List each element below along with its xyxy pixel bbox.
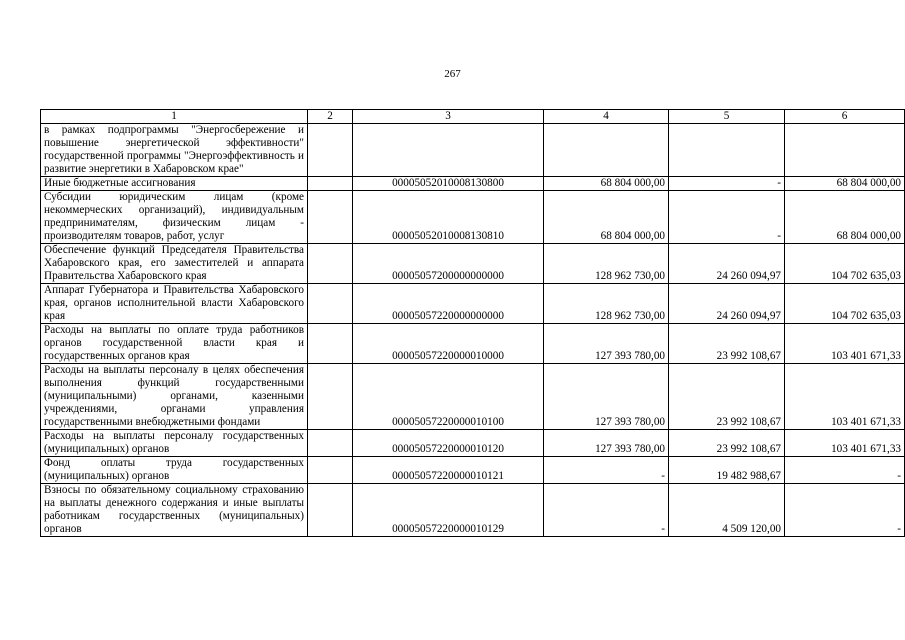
row-code-cell: 00005052010008130810: [353, 191, 544, 244]
row-col2-cell: [308, 364, 353, 430]
row-code-cell: 00005057220000000000: [353, 284, 544, 324]
row-value-col4: -: [544, 484, 669, 537]
header-cell: 1: [41, 110, 308, 124]
row-col2-cell: [308, 124, 353, 177]
row-col2-cell: [308, 457, 353, 484]
row-col2-cell: [308, 191, 353, 244]
row-value-col6: 104 702 635,03: [785, 244, 905, 284]
header-cell: 2: [308, 110, 353, 124]
row-code-cell: 00005052010008130800: [353, 177, 544, 191]
row-value-col4: 128 962 730,00: [544, 244, 669, 284]
row-name-cell: Иные бюджетные ассигнования: [41, 177, 308, 191]
row-value-col6: 68 804 000,00: [785, 191, 905, 244]
row-name-cell: Расходы на выплаты персоналу в целях обеспечения выполнения функций государственными (муниципальными) органами, казенными учреждениями, органами управления государственными внебюджетными фондами: [41, 364, 308, 430]
row-value-col6: 103 401 671,33: [785, 364, 905, 430]
row-value-col5: 24 260 094,97: [669, 284, 785, 324]
budget-table: [40, 109, 905, 537]
row-value-col4: 68 804 000,00: [544, 177, 669, 191]
header-cell: 4: [544, 110, 669, 124]
row-value-col5: 19 482 988,67: [669, 457, 785, 484]
row-code-cell: 00005057220000010129: [353, 484, 544, 537]
table-row: [41, 284, 905, 324]
table-header-row: [41, 110, 905, 124]
table-row: [41, 177, 905, 191]
row-value-col5: 23 992 108,67: [669, 364, 785, 430]
table-row: [41, 124, 905, 177]
row-code-cell: [353, 124, 544, 177]
row-code-cell: 00005057200000000000: [353, 244, 544, 284]
row-name-cell: Обеспечение функций Председателя Правительства Хабаровского края, его заместителей и аппарата Правительства Хабаровского края: [41, 244, 308, 284]
row-value-col5: [669, 124, 785, 177]
row-value-col6: 103 401 671,33: [785, 430, 905, 457]
page-number: 267: [444, 68, 461, 80]
row-name-cell: Расходы на выплаты персоналу государственных (муниципальных) органов: [41, 430, 308, 457]
row-code-cell: 00005057220000010120: [353, 430, 544, 457]
row-value-col5: -: [669, 191, 785, 244]
row-value-col6: [785, 124, 905, 177]
row-value-col4: 68 804 000,00: [544, 191, 669, 244]
row-name-cell: Фонд оплаты труда государственных (муниципальных) органов: [41, 457, 308, 484]
row-value-col5: -: [669, 177, 785, 191]
header-cell: 6: [785, 110, 905, 124]
row-col2-cell: [308, 284, 353, 324]
row-value-col5: 24 260 094,97: [669, 244, 785, 284]
row-col2-cell: [308, 324, 353, 364]
row-col2-cell: [308, 177, 353, 191]
row-col2-cell: [308, 484, 353, 537]
header-cell: 5: [669, 110, 785, 124]
table-row: [41, 457, 905, 484]
table-row: [41, 324, 905, 364]
row-name-cell: Субсидии юридическим лицам (кроме некоммерческих организаций), индивидуальным предпринимателям, физическим лицам - производителям товаров, работ, услуг: [41, 191, 308, 244]
row-value-col4: [544, 124, 669, 177]
table-row: [41, 191, 905, 244]
row-value-col5: 23 992 108,67: [669, 324, 785, 364]
table-row: [41, 244, 905, 284]
row-code-cell: 00005057220000010000: [353, 324, 544, 364]
row-value-col5: 4 509 120,00: [669, 484, 785, 537]
row-value-col6: -: [785, 484, 905, 537]
table-row: [41, 364, 905, 430]
table-row: [41, 484, 905, 537]
row-value-col6: -: [785, 457, 905, 484]
row-col2-cell: [308, 244, 353, 284]
row-value-col5: 23 992 108,67: [669, 430, 785, 457]
row-name-cell: Расходы на выплаты по оплате труда работников органов государственной власти края и государственных органов края: [41, 324, 308, 364]
row-value-col6: 68 804 000,00: [785, 177, 905, 191]
row-name-cell: Аппарат Губернатора и Правительства Хабаровского края, органов исполнительной власти Хабаровского края: [41, 284, 308, 324]
row-value-col4: -: [544, 457, 669, 484]
row-name-cell: в рамках подпрограммы "Энергосбережение и повышение энергетической эффективности" государственной программы "Энергоэффективность и развитие энергетики в Хабаровском крае": [41, 124, 308, 177]
row-code-cell: 00005057220000010100: [353, 364, 544, 430]
row-col2-cell: [308, 430, 353, 457]
row-value-col6: 104 702 635,03: [785, 284, 905, 324]
row-value-col6: 103 401 671,33: [785, 324, 905, 364]
row-value-col4: 127 393 780,00: [544, 324, 669, 364]
header-cell: 3: [353, 110, 544, 124]
row-value-col4: 128 962 730,00: [544, 284, 669, 324]
table-row: [41, 430, 905, 457]
row-value-col4: 127 393 780,00: [544, 364, 669, 430]
row-code-cell: 00005057220000010121: [353, 457, 544, 484]
row-name-cell: Взносы по обязательному социальному страхованию на выплаты денежного содержания и иные выплаты работникам государственных (муниципальных) органов: [41, 484, 308, 537]
row-value-col4: 127 393 780,00: [544, 430, 669, 457]
